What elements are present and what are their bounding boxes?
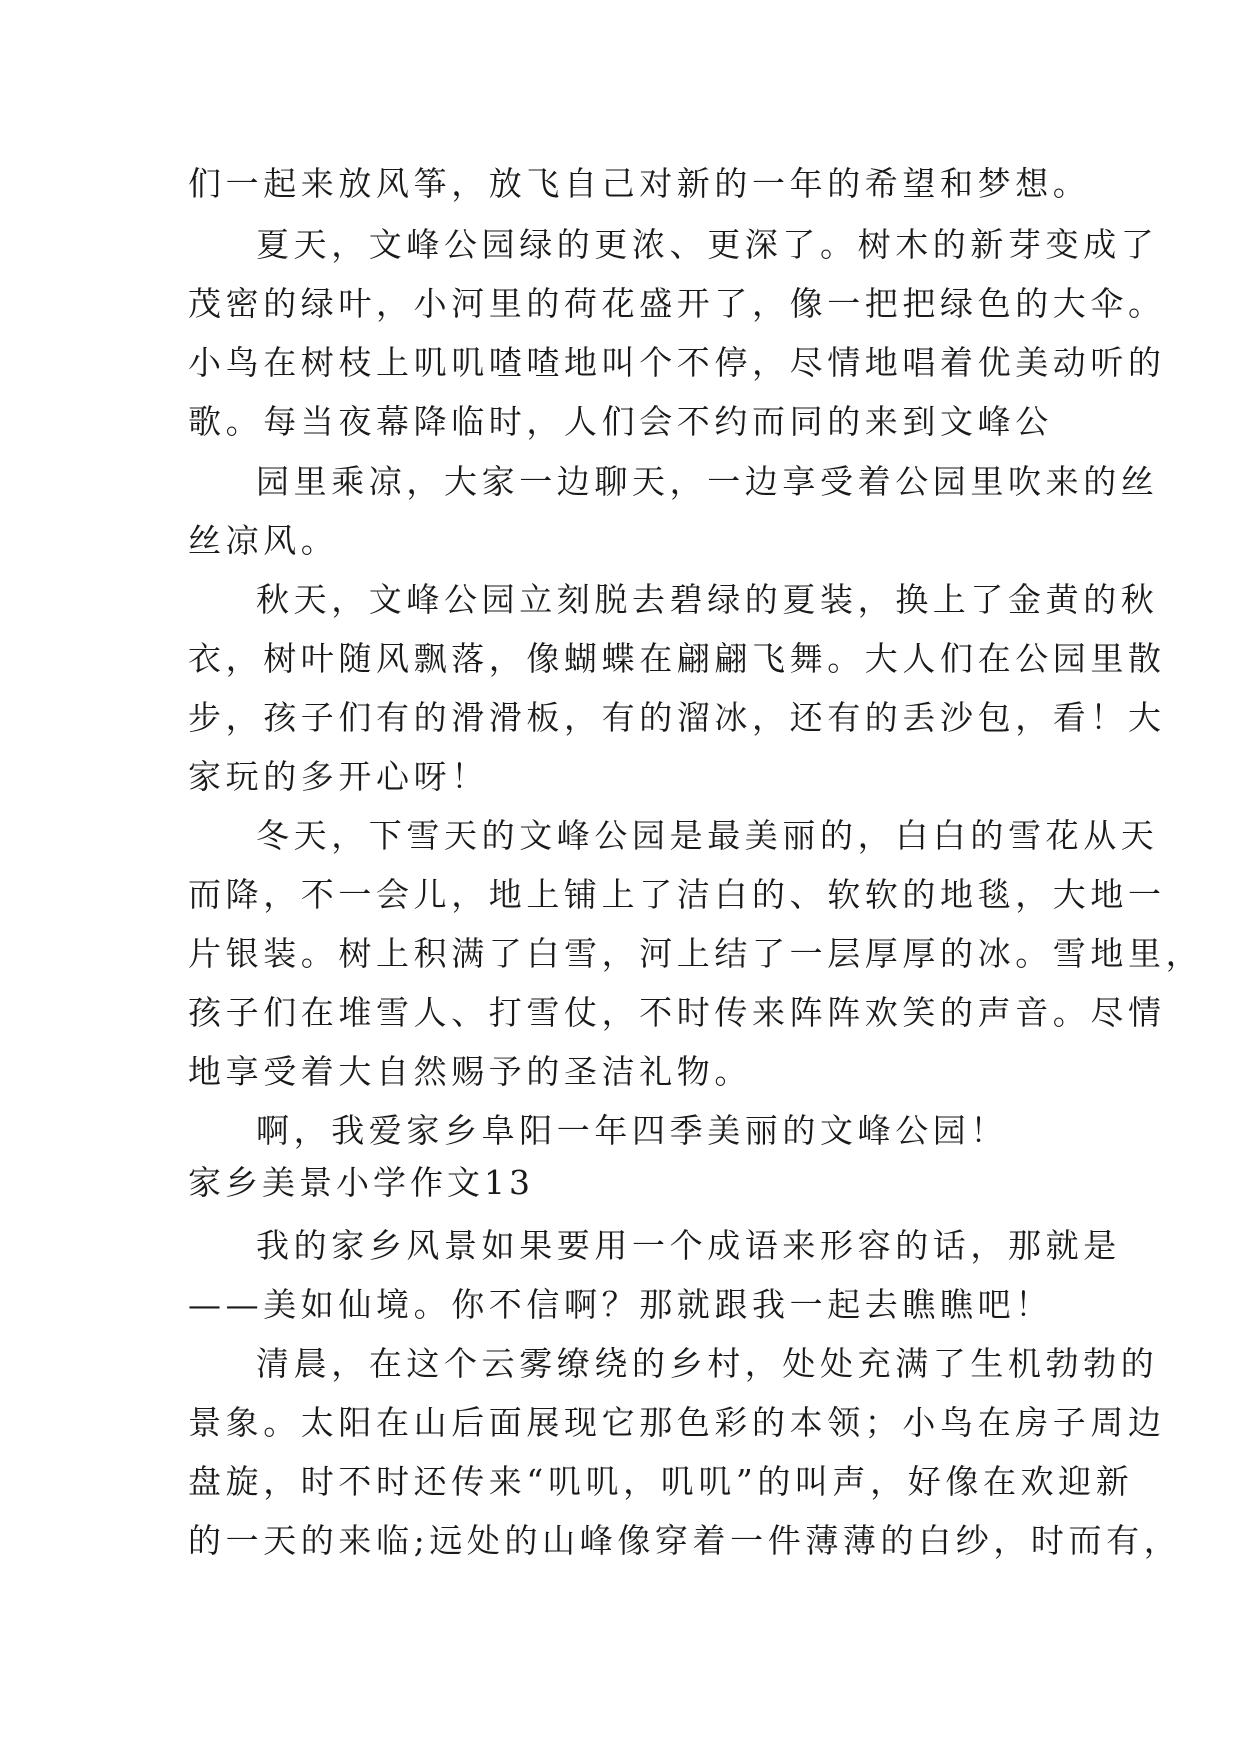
text-line: 片银装。树上积满了白雪，河上结了一层厚厚的冰。雪地里，	[188, 934, 1204, 973]
text-line: 地享受着大自然赐予的圣洁礼物。	[188, 1052, 752, 1091]
text-line: 们一起来放风筝，放飞自己对新的一年的希望和梦想。	[188, 164, 1091, 203]
section-heading: 家乡美景小学作文13	[188, 1163, 534, 1202]
text-line: 小鸟在树枝上叽叽喳喳地叫个不停，尽情地唱着优美动听的	[188, 343, 1166, 382]
text-line: 而降，不一会儿，地上铺上了洁白的、软软的地毯，大地一	[188, 875, 1166, 914]
text-line: 冬天，下雪天的文峰公园是最美丽的，白白的雪花从天	[256, 816, 1159, 855]
text-line: 丝凉风。	[188, 521, 339, 560]
text-line: 清晨，在这个云雾缭绕的乡村，处处充满了生机勃勃的	[256, 1344, 1159, 1383]
text-line: 步，孩子们有的滑滑板，有的溜冰，还有的丢沙包，看！大	[188, 698, 1166, 737]
text-line: 盘旋，时不时还传来“叽叽，叽叽”的叫声，好像在欢迎新	[188, 1462, 1134, 1501]
text-line: 的一天的来临;远处的山峰像穿着一件薄薄的白纱，时而有，	[188, 1521, 1182, 1560]
text-line: 景象。太阳在山后面展现它那色彩的本领；小鸟在房子周边	[188, 1403, 1166, 1442]
text-line: 我的家乡风景如果要用一个成语来形容的话，那就是	[256, 1226, 1121, 1265]
text-line: 孩子们在堆雪人、打雪仗，不时传来阵阵欢笑的声音。尽情	[188, 993, 1166, 1032]
text-line: 家玩的多开心呀！	[188, 757, 489, 796]
text-line: ——美如仙境。你不信啊？那就跟我一起去瞧瞧吧！	[188, 1285, 1053, 1324]
text-line: 茂密的绿叶，小河里的荷花盛开了，像一把把绿色的大伞。	[188, 284, 1166, 323]
text-line: 园里乘凉，大家一边聊天，一边享受着公园里吹来的丝	[256, 462, 1159, 501]
text-line: 秋天，文峰公园立刻脱去碧绿的夏装，换上了金黄的秋	[256, 580, 1159, 619]
text-line: 夏天，文峰公园绿的更浓、更深了。树木的新芽变成了	[256, 225, 1159, 264]
text-line: 啊，我爱家乡阜阳一年四季美丽的文峰公园！	[256, 1111, 1008, 1150]
text-line: 歌。每当夜幕降临时，人们会不约而同的来到文峰公	[188, 402, 1053, 441]
text-line: 衣，树叶随风飘落，像蝴蝶在翩翩飞舞。大人们在公园里散	[188, 639, 1166, 678]
